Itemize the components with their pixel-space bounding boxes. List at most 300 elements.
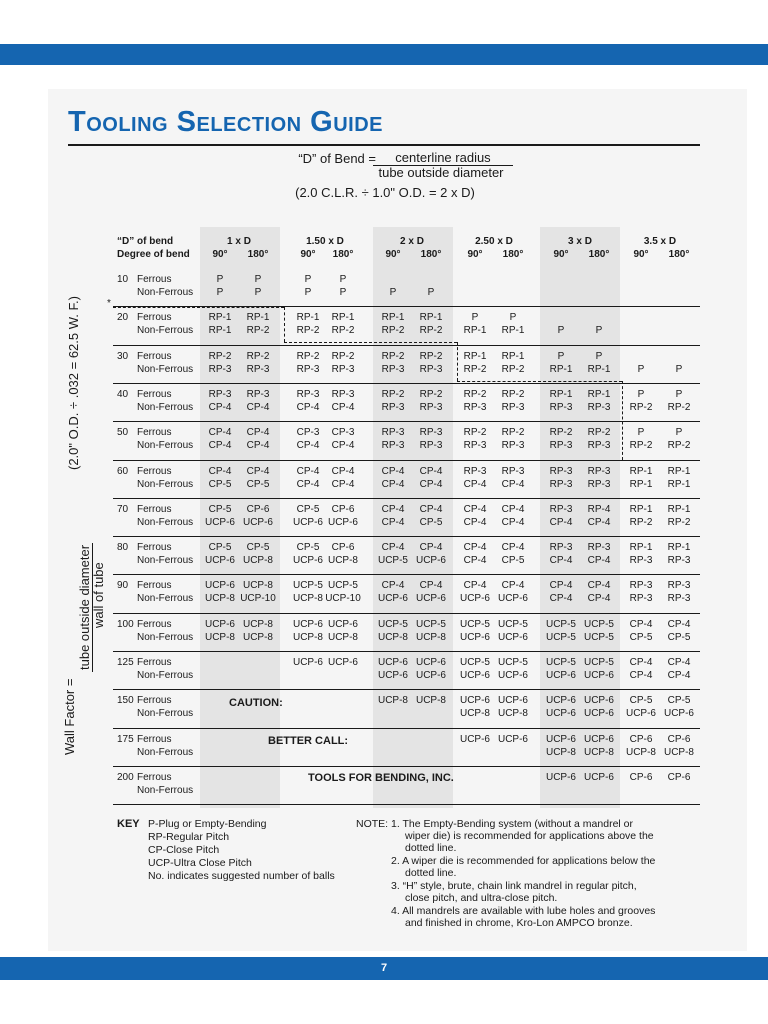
caution-callout: CAUTION: — [229, 697, 283, 709]
table-cell: P — [254, 274, 262, 285]
note-line: and finished in chrome, Kro-Lon AMPCO bronze. — [405, 917, 633, 929]
table-cell: UCP-5 — [377, 555, 408, 567]
table-cell: CP-5 — [208, 503, 232, 515]
table-cell: RP-3 — [549, 478, 573, 490]
wall-factor-numerator: tube outside diameter — [77, 544, 92, 670]
table-cell: RP-3 — [549, 401, 573, 413]
table-cell: RP-1 — [587, 388, 611, 400]
table-cell: UCP-6 — [415, 593, 446, 605]
table-cell: UCP-6 — [663, 708, 694, 720]
table-cell: UCP-8 — [545, 746, 576, 758]
table-cell: CP-4 — [463, 555, 487, 567]
non-ferrous-label: Non-Ferrous — [137, 516, 194, 528]
table-cell: CP-3 — [296, 427, 320, 439]
table-cell: CP-6 — [667, 733, 691, 745]
empty-bending-boundary — [622, 460, 700, 461]
ferrous-label: Ferrous — [137, 771, 172, 783]
table-cell: RP-2 — [381, 388, 405, 400]
table-cell: UCP-6 — [459, 695, 490, 707]
table-cell: RP-3 — [296, 363, 320, 375]
table-cell: RP-2 — [587, 427, 611, 439]
table-cell: RP-2 — [629, 401, 653, 413]
table-cell: UCP-5 — [459, 657, 490, 668]
table-cell: CP-4 — [208, 465, 232, 477]
row-divider — [113, 536, 700, 537]
ferrous-label: Ferrous — [137, 733, 172, 745]
table-cell: CP-4 — [381, 503, 405, 515]
table-cell: UCP-5 — [583, 657, 614, 668]
table-cell: CP-4 — [463, 503, 487, 515]
table-cell: UCP-6 — [545, 733, 576, 745]
table-cell: CP-4 — [296, 465, 320, 477]
table-cell: UCP-5 — [377, 618, 408, 630]
table-cell: UCP-5 — [459, 618, 490, 630]
page-number: 7 — [380, 962, 388, 974]
table-cell: RP-2 — [331, 325, 355, 337]
table-cell: UCP-6 — [625, 708, 656, 720]
note-line: 3. “H” style, brute, chain link mandrel in regular pitch, — [391, 880, 637, 892]
table-cell: RP-3 — [246, 388, 270, 400]
table-cell: CP-4 — [419, 478, 443, 490]
empty-bending-boundary — [457, 381, 622, 382]
table-cell: P — [216, 287, 224, 298]
table-cell: RP-3 — [419, 401, 443, 413]
ferrous-label: Ferrous — [137, 580, 172, 592]
table-cell: RP-3 — [381, 427, 405, 439]
wall-factor-value: 10 — [117, 274, 129, 285]
table-cell: RP-1 — [549, 363, 573, 375]
table-cell: RP-3 — [208, 363, 232, 375]
table-cell: RP-3 — [667, 580, 691, 592]
table-cell: RP-3 — [208, 388, 232, 400]
top-color-band — [0, 44, 768, 65]
table-cell: RP-2 — [501, 388, 525, 400]
table-cell: RP-1 — [587, 363, 611, 375]
row-divider — [113, 498, 700, 499]
table-cell: RP-2 — [667, 401, 691, 413]
table-cell: UCP-6 — [545, 771, 576, 783]
table-cell: UCP-6 — [583, 771, 614, 783]
table-cell: CP-6 — [629, 771, 653, 783]
table-cell: RP-2 — [629, 516, 653, 528]
table-cell: RP-3 — [549, 465, 573, 477]
table-cell: RP-3 — [549, 503, 573, 515]
table-cell: UCP-6 — [583, 733, 614, 745]
table-cell: CP-5 — [208, 542, 232, 554]
table-cell: UCP-5 — [545, 631, 576, 643]
table-cell: UCP-8 — [377, 695, 408, 707]
bend-formula-numerator: centerline radius — [373, 151, 513, 166]
row-divider — [113, 766, 700, 767]
table-cell: P — [304, 287, 312, 298]
empty-bending-boundary — [113, 307, 284, 308]
table-cell: RP-3 — [381, 401, 405, 413]
table-cell: RP-3 — [501, 440, 525, 452]
non-ferrous-label: Non-Ferrous — [137, 401, 194, 413]
bend-formula-denominator: tube outside diameter — [378, 165, 504, 180]
table-cell: UCP-6 — [497, 593, 528, 605]
table-cell: UCP-8 — [327, 555, 358, 567]
ferrous-label: Ferrous — [137, 274, 172, 285]
table-cell: RP-3 — [667, 593, 691, 605]
table-cell: P — [339, 274, 347, 285]
table-cell: CP-5 — [629, 695, 653, 707]
table-cell: RP-1 — [667, 465, 691, 477]
table-cell: RP-2 — [208, 350, 232, 362]
table-cell: RP-3 — [419, 363, 443, 375]
header-group: 1 x D — [227, 236, 251, 247]
non-ferrous-label: Non-Ferrous — [137, 631, 194, 643]
table-cell: CP-5 — [208, 478, 232, 490]
table-cell: RP-1 — [667, 542, 691, 554]
table-cell: UCP-6 — [327, 516, 358, 528]
table-cell: UCP-6 — [459, 670, 490, 681]
wall-factor-value: 40 — [117, 388, 129, 400]
non-ferrous-label: Non-Ferrous — [137, 440, 194, 452]
table-cell: UCP-8 — [292, 631, 323, 643]
table-cell: RP-1 — [629, 478, 653, 490]
wall-factor-value: 60 — [117, 465, 129, 477]
row-divider — [113, 345, 700, 346]
table-cell: UCP-6 — [377, 593, 408, 605]
header-degree: 90° — [385, 249, 401, 260]
header-group: 2.50 x D — [475, 236, 513, 247]
table-cell: CP-4 — [549, 580, 573, 592]
table-cell: UCP-6 — [459, 733, 490, 745]
table-cell: UCP-6 — [242, 516, 273, 528]
empty-bending-boundary — [622, 381, 623, 460]
table-cell: UCP-6 — [583, 708, 614, 720]
header-degree: 180° — [332, 249, 354, 260]
header-degree: 180° — [502, 249, 524, 260]
header-bend-label: “D” of bend — [117, 236, 174, 247]
table-cell: UCP-8 — [242, 580, 273, 592]
table-cell: UCP-6 — [204, 555, 235, 567]
table-cell: RP-1 — [501, 325, 525, 337]
table-cell: CP-4 — [501, 542, 525, 554]
table-cell: P — [389, 287, 397, 298]
table-cell: UCP-8 — [415, 631, 446, 643]
ferrous-label: Ferrous — [137, 503, 172, 515]
table-cell: RP-2 — [629, 440, 653, 452]
non-ferrous-label: Non-Ferrous — [137, 708, 194, 720]
table-cell: RP-1 — [463, 325, 487, 337]
table-cell: RP-2 — [549, 427, 573, 439]
table-cell: RP-3 — [587, 440, 611, 452]
table-cell: UCP-8 — [242, 618, 273, 630]
table-cell: CP-5 — [419, 516, 443, 528]
row-divider — [113, 460, 700, 461]
table-cell: CP-4 — [549, 555, 573, 567]
table-cell: CP-4 — [667, 657, 691, 668]
table-cell: CP-4 — [208, 401, 232, 413]
table-cell: P — [637, 388, 645, 400]
table-cell: RP-3 — [296, 388, 320, 400]
table-cell: CP-4 — [419, 542, 443, 554]
table-cell: CP-4 — [501, 503, 525, 515]
table-cell: RP-3 — [463, 440, 487, 452]
table-cell: CP-4 — [587, 555, 611, 567]
table-cell: UCP-6 — [497, 670, 528, 681]
table-cell: RP-3 — [629, 555, 653, 567]
non-ferrous-label: Non-Ferrous — [137, 593, 194, 605]
table-cell: CP-4 — [587, 516, 611, 528]
row-divider — [113, 421, 700, 422]
non-ferrous-label: Non-Ferrous — [137, 555, 194, 567]
non-ferrous-label: Non-Ferrous — [137, 746, 194, 758]
wall-factor-label: Wall Factor = — [62, 678, 77, 755]
table-cell: CP-5 — [246, 478, 270, 490]
table-cell: UCP-8 — [497, 708, 528, 720]
table-cell: UCP-6 — [459, 593, 490, 605]
table-cell: RP-4 — [587, 503, 611, 515]
table-cell: UCP-8 — [583, 746, 614, 758]
key-item: UCP-Ultra Close Pitch — [148, 857, 252, 869]
table-cell: RP-3 — [587, 478, 611, 490]
table-cell: UCP-6 — [377, 670, 408, 681]
non-ferrous-label: Non-Ferrous — [137, 784, 194, 796]
table-cell: RP-2 — [296, 350, 320, 362]
table-cell: RP-3 — [549, 440, 573, 452]
table-cell: RP-3 — [587, 465, 611, 477]
table-cell: CP-4 — [463, 542, 487, 554]
table-cell: RP-1 — [667, 478, 691, 490]
table-cell: P — [637, 427, 645, 439]
wall-factor-value: 200 — [117, 771, 134, 783]
table-cell: RP-1 — [208, 312, 232, 324]
note-line: 4. All mandrels are available with lube holes and grooves — [391, 905, 656, 917]
table-cell: UCP-6 — [497, 695, 528, 707]
table-cell: RP-1 — [629, 465, 653, 477]
table-cell: CP-4 — [246, 465, 270, 477]
table-cell: CP-4 — [463, 516, 487, 528]
table-cell: UCP-8 — [292, 593, 323, 605]
table-cell: CP-4 — [463, 580, 487, 592]
table-cell: RP-3 — [587, 542, 611, 554]
table-cell: RP-2 — [296, 325, 320, 337]
row-divider — [113, 651, 700, 652]
table-cell: RP-2 — [246, 350, 270, 362]
table-cell: CP-4 — [419, 465, 443, 477]
table-cell: RP-2 — [667, 516, 691, 528]
ferrous-label: Ferrous — [137, 695, 172, 707]
table-cell: RP-1 — [629, 542, 653, 554]
table-cell: RP-3 — [667, 555, 691, 567]
table-cell: CP-4 — [296, 440, 320, 452]
table-cell: CP-5 — [667, 631, 691, 643]
table-cell: RP-1 — [296, 312, 320, 324]
non-ferrous-label: Non-Ferrous — [137, 325, 194, 337]
header-degree: 90° — [467, 249, 483, 260]
row-divider — [113, 689, 700, 690]
header-degree: 90° — [633, 249, 649, 260]
table-cell: CP-5 — [629, 631, 653, 643]
bend-formula-label: “D” of Bend = — [298, 151, 376, 166]
table-cell: UCP-8 — [625, 746, 656, 758]
header-degree: 180° — [420, 249, 442, 260]
header-degree: 180° — [588, 249, 610, 260]
table-cell: UCP-6 — [204, 618, 235, 630]
table-cell: CP-6 — [331, 503, 355, 515]
table-cell: UCP-6 — [327, 657, 358, 668]
table-cell: CP-4 — [501, 516, 525, 528]
table-cell: P — [595, 350, 603, 362]
wall-factor-value: 90 — [117, 580, 129, 592]
note-line: 2. A wiper die is recommended for applications below the — [391, 855, 656, 867]
wall-factor-value: 125 — [117, 657, 134, 668]
bend-formula-example: (2.0 C.L.R. ÷ 1.0" O.D. = 2 x D) — [295, 185, 475, 200]
note-prefix: NOTE: — [356, 818, 389, 830]
table-cell: CP-4 — [381, 465, 405, 477]
table-cell: RP-1 — [246, 312, 270, 324]
table-cell: UCP-5 — [497, 657, 528, 668]
header-degree: 180° — [247, 249, 269, 260]
ferrous-label: Ferrous — [137, 312, 172, 324]
table-cell: UCP-6 — [545, 670, 576, 681]
table-cell: RP-3 — [381, 440, 405, 452]
table-cell: P — [675, 388, 683, 400]
table-cell: CP-4 — [331, 401, 355, 413]
table-cell: CP-4 — [208, 427, 232, 439]
table-cell: CP-4 — [419, 503, 443, 515]
key-title: KEY — [117, 818, 140, 830]
table-cell: RP-1 — [419, 312, 443, 324]
note-line: 1. The Empty-Bending system (without a mandrel or — [391, 818, 633, 830]
header-degree: 90° — [300, 249, 316, 260]
table-cell: CP-4 — [629, 670, 653, 681]
table-cell: CP-4 — [463, 478, 487, 490]
table-cell: P — [471, 312, 479, 324]
table-cell: RP-2 — [419, 325, 443, 337]
table-cell: P — [427, 287, 435, 298]
ferrous-label: Ferrous — [137, 350, 172, 362]
table-cell: CP-4 — [419, 580, 443, 592]
table-cell: RP-2 — [463, 388, 487, 400]
table-cell: UCP-6 — [415, 657, 446, 668]
page-title: Tooling Selection Guide — [68, 106, 384, 138]
table-cell: P — [304, 274, 312, 285]
better-call-callout: BETTER CALL: — [268, 735, 349, 747]
wall-factor-example: (2.0" O.D. ÷ .032 = 62.5 W. F.) — [66, 296, 81, 470]
ferrous-label: Ferrous — [137, 465, 172, 477]
key-item: RP-Regular Pitch — [148, 831, 230, 843]
non-ferrous-label: Non-Ferrous — [137, 363, 194, 375]
table-cell: CP-4 — [331, 478, 355, 490]
table-cell: RP-3 — [463, 465, 487, 477]
table-cell: UCP-6 — [545, 708, 576, 720]
table-cell: RP-2 — [419, 388, 443, 400]
table-cell: RP-2 — [381, 350, 405, 362]
table-cell: P — [254, 287, 262, 298]
wall-factor-value: 150 — [117, 695, 134, 707]
table-cell: UCP-8 — [242, 631, 273, 643]
table-cell: UCP-6 — [415, 555, 446, 567]
table-cell: RP-1 — [381, 312, 405, 324]
table-cell: CP-6 — [246, 503, 270, 515]
note-line: dotted line. — [405, 867, 457, 879]
key-item: No. indicates suggested number of balls — [148, 870, 335, 882]
key-item: CP-Close Pitch — [148, 844, 220, 856]
table-cell: P — [675, 427, 683, 439]
table-cell: UCP-6 — [204, 580, 235, 592]
ferrous-label: Ferrous — [137, 618, 172, 630]
table-cell: RP-2 — [331, 350, 355, 362]
table-cell: UCP-6 — [583, 695, 614, 707]
table-cell: UCP-6 — [459, 631, 490, 643]
table-cell: UCP-6 — [583, 670, 614, 681]
table-cell: P — [216, 274, 224, 285]
table-cell: CP-4 — [629, 657, 653, 668]
table-cell: UCP-8 — [415, 695, 446, 707]
table-cell: CP-4 — [667, 670, 691, 681]
table-cell: CP-4 — [381, 516, 405, 528]
table-cell: UCP-10 — [325, 593, 361, 605]
table-cell: RP-1 — [629, 503, 653, 515]
table-cell: UCP-6 — [415, 670, 446, 681]
table-cell: RP-3 — [246, 363, 270, 375]
table-cell: RP-3 — [381, 363, 405, 375]
table-cell: CP-4 — [629, 618, 653, 630]
table-cell: UCP-5 — [497, 618, 528, 630]
table-cell: P — [675, 363, 683, 375]
table-cell: P — [637, 363, 645, 375]
table-cell: P — [509, 312, 517, 324]
table-cell: UCP-8 — [663, 746, 694, 758]
table-cell: UCP-8 — [459, 708, 490, 720]
table-cell: CP-4 — [296, 401, 320, 413]
note-line: wiper die) is recommended for applications above the — [405, 830, 654, 842]
table-cell: RP-3 — [419, 427, 443, 439]
row-divider — [113, 613, 700, 614]
table-cell: RP-1 — [331, 312, 355, 324]
table-cell: RP-2 — [463, 363, 487, 375]
table-cell: CP-4 — [667, 618, 691, 630]
table-cell: RP-3 — [549, 542, 573, 554]
non-ferrous-label: Non-Ferrous — [137, 478, 194, 490]
key-item: P-Plug or Empty-Bending — [148, 818, 267, 830]
wall-factor-value: 50 — [117, 427, 129, 439]
table-cell: CP-4 — [246, 401, 270, 413]
ferrous-label: Ferrous — [137, 657, 172, 668]
table-cell: RP-3 — [501, 465, 525, 477]
table-cell: CP-4 — [381, 478, 405, 490]
non-ferrous-label: Non-Ferrous — [137, 670, 194, 681]
table-cell: RP-1 — [667, 503, 691, 515]
table-cell: CP-5 — [296, 503, 320, 515]
table-cell: RP-2 — [246, 325, 270, 337]
table-cell: RP-2 — [667, 440, 691, 452]
table-cell: UCP-6 — [292, 657, 323, 668]
table-cell: CP-6 — [331, 542, 355, 554]
ferrous-label: Ferrous — [137, 542, 172, 554]
wall-factor-value: 175 — [117, 733, 134, 745]
table-cell: RP-3 — [331, 388, 355, 400]
empty-bending-boundary — [284, 307, 285, 342]
table-cell: CP-4 — [208, 440, 232, 452]
table-cell: UCP-6 — [545, 695, 576, 707]
row-divider — [113, 383, 700, 384]
table-cell: CP-6 — [667, 771, 691, 783]
table-cell: CP-4 — [331, 465, 355, 477]
table-cell: RP-3 — [331, 363, 355, 375]
table-cell: UCP-6 — [204, 516, 235, 528]
header-degree: 90° — [212, 249, 228, 260]
table-cell: UCP-5 — [327, 580, 358, 592]
header-group: 3 x D — [568, 236, 592, 247]
table-cell: UCP-5 — [583, 631, 614, 643]
ferrous-label: Ferrous — [137, 427, 172, 439]
header-group: 1.50 x D — [306, 236, 344, 247]
